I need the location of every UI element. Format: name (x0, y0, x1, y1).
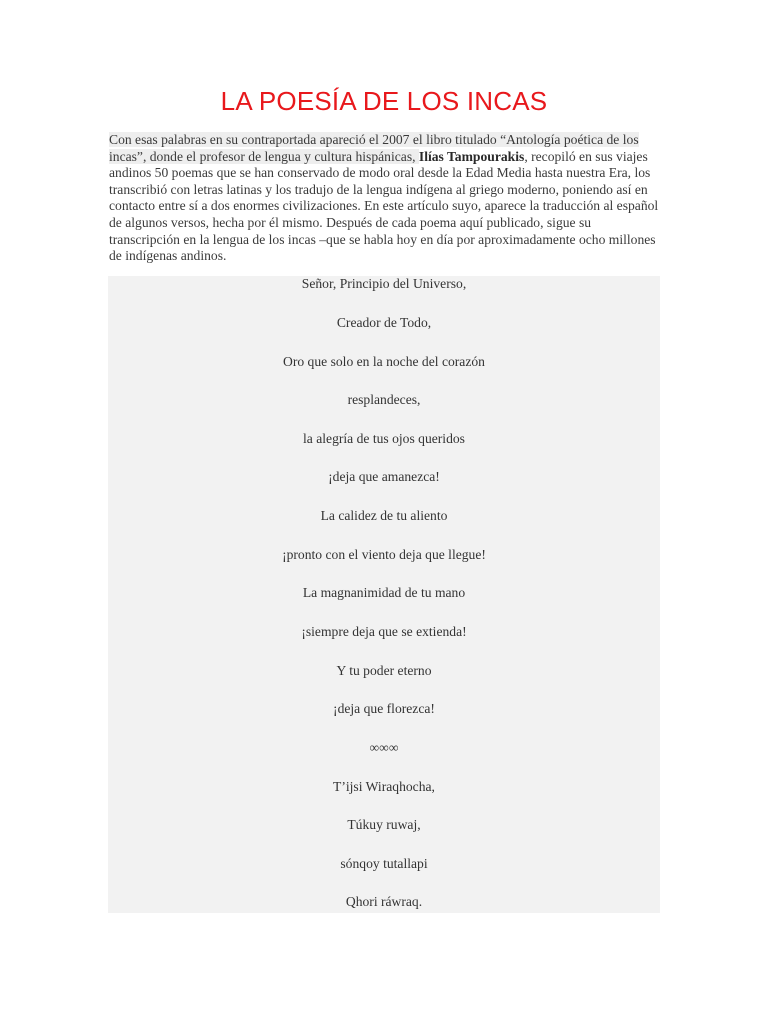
poem-line: Creador de Todo, (336, 315, 432, 330)
poem-line: Qhori ráwraq. (345, 894, 423, 909)
poem-box (108, 276, 660, 913)
author-name: Ilías Tampourakis (418, 148, 525, 164)
poem-line: Señor, Principio del Universo, (301, 276, 467, 291)
intro-text-part2: , recopiló en sus viajes andinos 50 poemas que se han conservado de modo oral desde la Edad Media hasta nuestra Era, los transcribió con letras latinas y los tradujo de la lengua indígena al griego moderno, poniendo así en contacto entre sí a dos enormes civilizaciones. En este artículo suyo, aparece la traducción al español de algunos versos, hecha por él mismo. Después de cada poema aquí publicado, sigue su transcripción en la lengua de los incas –que se habla hoy en día por aproximadamente ocho millones de indígenas andinos. (109, 148, 659, 264)
poem-line: La calidez de tu aliento (320, 508, 448, 523)
poem-line: Oro que solo en la noche del corazón (283, 354, 485, 369)
intro-paragraph (109, 132, 659, 265)
poem-line: ¡pronto con el viento deja que llegue! (282, 547, 486, 562)
poem-line: Y tu poder eterno (336, 663, 432, 678)
intro-text-part1: Con esas palabras en su contraportada apareció el 2007 el libro titulado “Antología poética de los incas”, donde el profesor de lengua y cultura hispánicas, (109, 132, 639, 164)
poem-line: ¡siempre deja que se extienda! (301, 624, 467, 639)
poem-line: ¡deja que florezca! (333, 701, 435, 716)
poem-line: la alegría de tus ojos queridos (303, 431, 465, 446)
poem-line: resplandeces, (347, 392, 421, 407)
poem-line: ¡deja que amanezca! (328, 469, 440, 484)
poem-line: sónqoy tutallapi (340, 856, 428, 871)
poem-line: T’ijsi Wiraqhocha, (333, 779, 435, 794)
poem-line: Túkuy ruwaj, (347, 817, 421, 832)
poem-line: La magnanimidad de tu mano (302, 585, 466, 600)
page-title: LA POESÍA DE LOS INCAS (220, 86, 548, 116)
poem-separator: ∞∞∞ (369, 740, 399, 755)
